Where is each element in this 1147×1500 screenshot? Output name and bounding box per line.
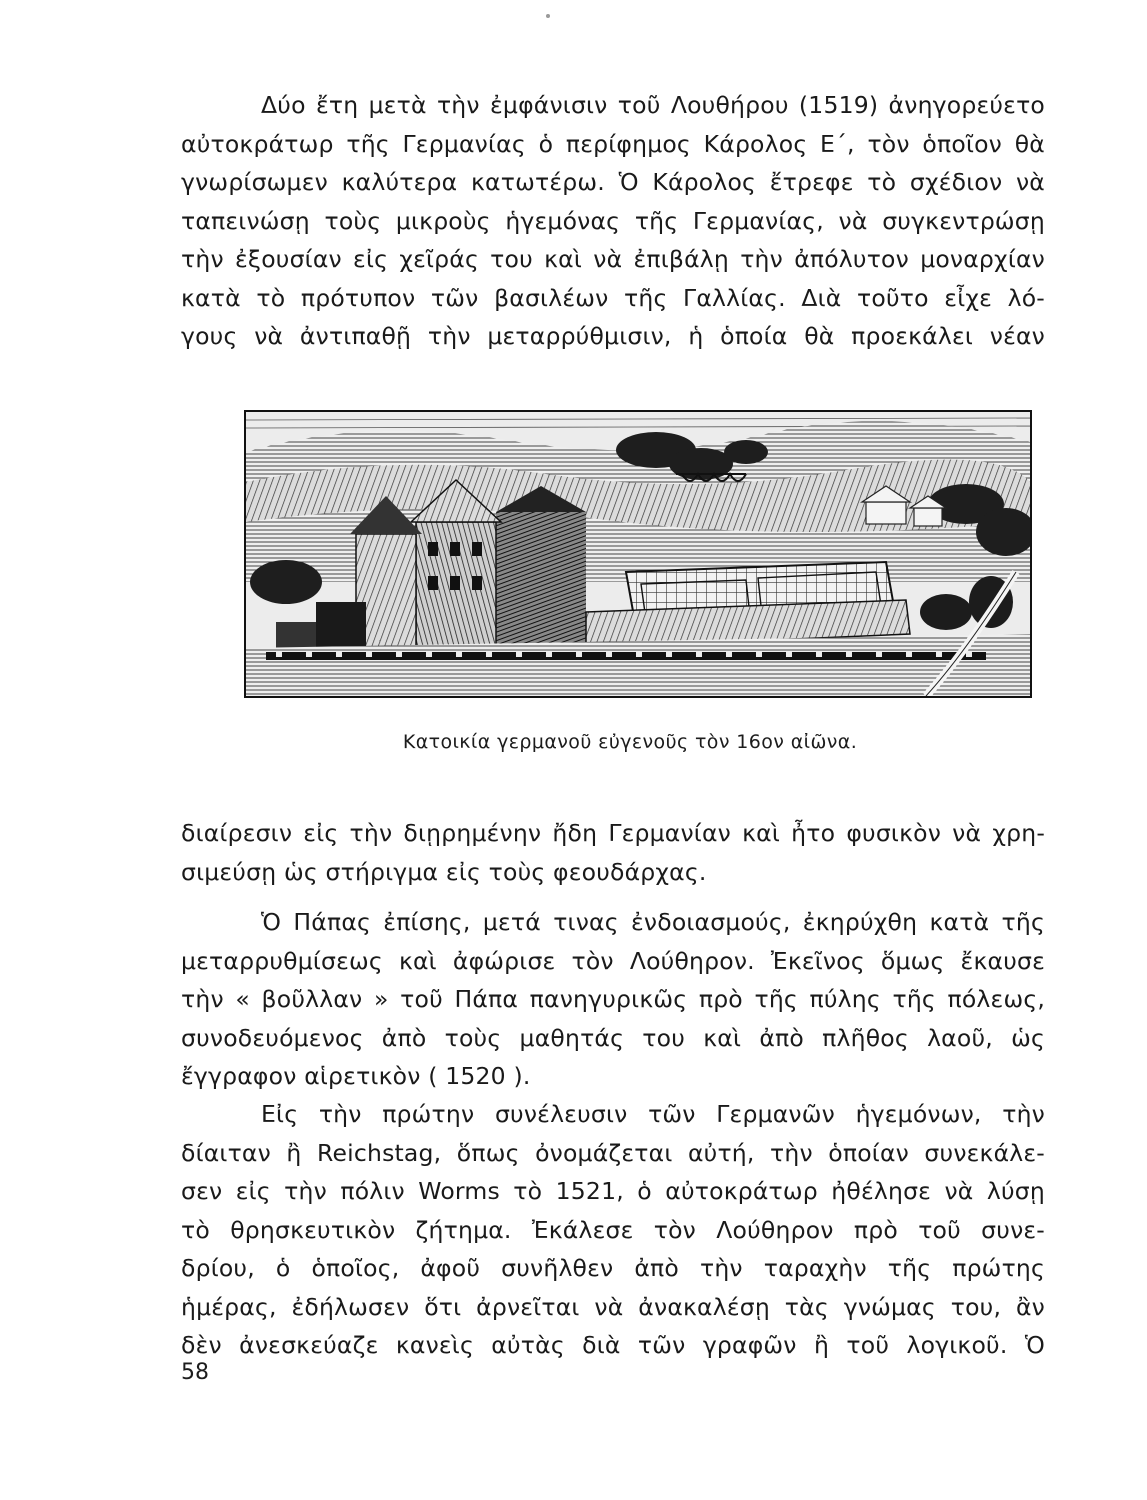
text-line: σεν εἰς τὴν πόλιν Worms τὸ 1521, ὁ αὐτοκράτωρ ἠθέλησε νὰ λύσῃ (181, 1177, 1045, 1205)
text-line: διαίρεσιν εἰς τὴν διῃρημένην ἤδη Γερμανίαν καὶ ἦτο φυσικὸν νὰ χρη- (181, 819, 1045, 847)
text-line: γους νὰ ἀντιπαθῇ τὴν μεταρρύθμισιν, ἡ ὁποία θὰ προεκάλει νέαν (181, 322, 1045, 350)
text-line: Εἰς τὴν πρώτην συνέλευσιν τῶν Γερμανῶν ἡγεμόνων, τὴν (261, 1100, 1045, 1128)
text-line: κατὰ τὸ πρότυπον τῶν βασιλέων τῆς Γαλλίας. Διὰ τοῦτο εἶχε λό- (181, 283, 1045, 312)
text-line: τὸ θρησκευτικὸν ζήτημα. Ἐκάλεσε τὸν Λούθηρον πρὸ τοῦ συνε- (181, 1215, 1045, 1244)
text-line: ἔγγραφον αἱρετικὸν ( 1520 ). (181, 1062, 531, 1090)
text-line: γνωρίσωμεν καλύτερα κατωτέρω. Ὁ Κάρολος ἔτρεφε τὸ σχέδιον νὰ (181, 168, 1045, 196)
text-line: ἡμέρας, ἐδήλωσεν ὅτι ἀρνεῖται νὰ ἀνακαλέσῃ τὰς γνώμας του, ἂν (181, 1292, 1045, 1321)
paragraph-4 (181, 1095, 1045, 1365)
page-number: 58 (181, 1360, 209, 1385)
text-line: ταπεινώσῃ τοὺς μικροὺς ἡγεμόνας τῆς Γερμανίας, νὰ συγκεντρώσῃ (181, 206, 1045, 235)
text-line: συνοδευόμενος ἀπὸ τοὺς μαθητάς του καὶ ἀπὸ πλῆθος λαοῦ, ὡς (181, 1023, 1045, 1052)
figure-caption: Κατοικία γερμανοῦ εὐγενοῦς τὸν 16ον αἰῶνα. (402, 731, 858, 753)
text-line: Ὁ Πάπας ἐπίσης, μετά τινας ἐνδοιασμούς, ἐκηρύχθη κατὰ τῆς (261, 908, 1045, 936)
text-line: μεταρρυθμίσεως καὶ ἀφώρισε τὸν Λούθηρον. Ἐκεῖνος ὅμως ἔκαυσε (181, 946, 1045, 975)
paragraph-3 (181, 903, 1045, 1096)
engraving-illustration (244, 410, 1032, 698)
paragraph-1 (181, 86, 1045, 356)
text-line: σιμεύσῃ ὡς στήριγμα εἰς τοὺς φεουδάρχας. (181, 857, 707, 886)
text-line: τὴν « βοῦλλαν » τοῦ Πάπα πανηγυρικῶς πρὸ τῆς πύλης τῆς πόλεως, (181, 985, 1045, 1013)
text-line: δὲν ἀνεσκεύαζε κανεὶς αὐτὰς διὰ τῶν γραφῶν ἢ τοῦ λογικοῦ. Ὁ (181, 1331, 1045, 1359)
text-line: Δύο ἔτη μετὰ τὴν ἐμφάνισιν τοῦ Λουθήρου (1519) ἀνηγορεύετο (261, 91, 1045, 119)
text-line: δίαιταν ἢ Reichstag, ὅπως ὀνομάζεται αὐτή, τὴν ὁποίαν συνεκάλε- (181, 1138, 1045, 1167)
paragraph-2 (181, 814, 1045, 891)
text-line: δρίου, ὁ ὁποῖος, ἀφοῦ συνῆλθεν ἀπὸ τὴν ταραχὴν τῆς πρώτης (181, 1254, 1045, 1282)
page-speck (546, 14, 550, 18)
engraving-drawing (246, 412, 1030, 696)
text-line: αὐτοκράτωρ τῆς Γερμανίας ὁ περίφημος Κάρολος Ε΄, τὸν ὁποῖον θὰ (181, 129, 1045, 158)
text-line: τὴν ἐξουσίαν εἰς χεῖράς του καὶ νὰ ἐπιβάλῃ τὴν ἀπόλυτον μοναρχίαν (181, 245, 1045, 273)
